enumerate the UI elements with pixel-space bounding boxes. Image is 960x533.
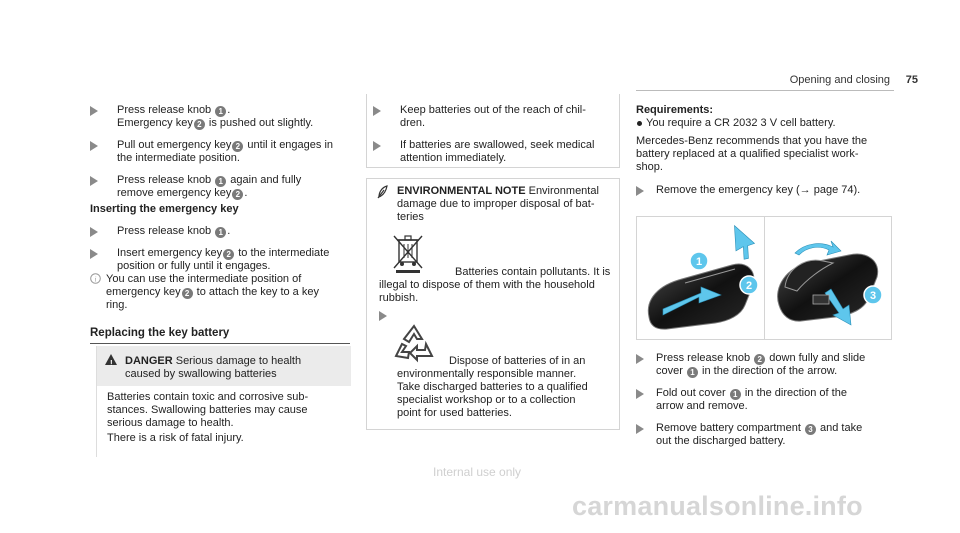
warning-triangle-icon: !: [105, 354, 117, 365]
step-press-release-knob: Press release knob 1 . Emergency key 2 is pushed out slightly.: [90, 104, 360, 130]
figure-callout-3: 3: [869, 290, 877, 302]
header-rule: [636, 90, 894, 91]
section-title-replacing-battery: Replacing the key battery: [90, 327, 230, 339]
callout-2: 2: [754, 354, 765, 365]
crossed-bin-icon: [392, 234, 424, 274]
step-arrow-icon: [90, 227, 98, 237]
callout-2: 2: [182, 288, 193, 299]
environmental-note-box: ENVIRONMENTAL NOTE Environmental damage due to improper disposal of bat- teries Batteries contain pollutants. It is illegal to dispose of them with the household rubbish. Dispose of batteries of in an environmentally responsible manner. Take discharged batteries to a qualified specialist workshop or to a collection point for used batteries.: [366, 178, 620, 430]
figure-divider: [764, 217, 765, 339]
recommendation-paragraph: Mercedes-Benz recommends that you have the battery replaced at a qualified specialist work- shop.: [636, 135, 868, 173]
key-battery-figure: [636, 216, 892, 340]
subheading-inserting-key: Inserting the emergency key: [90, 203, 239, 215]
callout-1: 1: [215, 176, 226, 187]
requirements-title: Requirements:: [636, 104, 714, 116]
internal-use-watermark: Internal use only: [433, 465, 522, 479]
step-pull-out-key: Pull out emergency key 2 until it engages in the intermediate position.: [90, 139, 360, 165]
page-reference-link[interactable]: page 74).: [810, 184, 861, 196]
step-arrow-icon: [636, 424, 644, 434]
step-arrow-icon: [379, 311, 387, 321]
environment-leaf-icon: [377, 185, 388, 199]
info-icon: [90, 273, 100, 284]
step-remove-key: Remove the emergency key (→ page 74).: [636, 184, 896, 197]
danger-body: Batteries contain toxic and corrosive sub- stances. Swallowing batteries may cause serious damage to health. There is a risk of fatal injury.: [107, 391, 309, 444]
step-press-release-slide-cover: Press release knob 2 down fully and slide cover 1 in the direction of the arrow.: [636, 352, 896, 378]
step-arrow-icon: [90, 249, 98, 259]
environmental-note-label: ENVIRONMENTAL NOTE: [397, 185, 526, 197]
step-remove-battery-compartment: Remove battery compartment 3 and take out the discharged battery.: [636, 422, 896, 448]
callout-1: 1: [730, 389, 741, 400]
callout-3: 3: [805, 424, 816, 435]
step-arrow-icon: [636, 186, 644, 196]
figure-callout-2: 2: [745, 280, 753, 292]
requirement-item: You require a CR 2032 3 V cell battery.: [636, 117, 896, 130]
step-arrow-icon: [636, 354, 644, 364]
site-watermark: carmanualsonline.info: [572, 491, 863, 521]
running-header: Opening and closing: [789, 74, 890, 86]
step-press-knob: Press release knob 1 .: [90, 225, 360, 238]
step-arrow-icon: [90, 176, 98, 186]
step-arrow-icon: [90, 106, 98, 116]
step-fold-out-cover: Fold out cover 1 in the direction of the arrow and remove.: [636, 387, 896, 413]
callout-1: 1: [215, 106, 226, 117]
callout-1: 1: [215, 227, 226, 238]
callout-2: 2: [223, 249, 234, 260]
step-insert-key: Insert emergency key 2 to the intermediate position or fully until it engages.: [90, 247, 360, 273]
step-arrow-icon: [636, 389, 644, 399]
svg-text:i: i: [94, 275, 97, 284]
column-2: [373, 104, 618, 165]
step-keep-away: Keep batteries out of the reach of chil- dren.: [373, 104, 618, 130]
page-ref-arrow: →: [799, 184, 811, 196]
figure-callout-1: 1: [695, 256, 703, 268]
danger-box: [96, 346, 350, 457]
section-rule: [90, 343, 350, 344]
column-3-steps: [636, 352, 896, 448]
step-press-again: Press release knob 1 again and fully remove emergency key 2 .: [90, 174, 360, 200]
column-1: [90, 104, 360, 312]
callout-1: 1: [687, 367, 698, 378]
bullet-icon: [637, 121, 642, 126]
callout-2: 2: [194, 119, 205, 130]
recycle-icon: [392, 322, 436, 364]
page-number: 75: [905, 74, 918, 86]
callout-2: 2: [232, 141, 243, 152]
danger-label: DANGER: [125, 355, 173, 367]
callout-2: 2: [232, 189, 243, 200]
step-arrow-icon: [373, 141, 381, 151]
step-arrow-icon: [90, 141, 98, 151]
danger-header: ! DANGER Serious damage to health caused by swallowing batteries: [97, 346, 351, 386]
step-seek-medical: If batteries are swallowed, seek medical attention immediately.: [373, 139, 618, 165]
info-note: i You can use the intermediate position of emergency key 2 to attach the key to a key ring.: [90, 273, 360, 312]
step-arrow-icon: [373, 106, 381, 116]
column-3: [636, 104, 896, 197]
